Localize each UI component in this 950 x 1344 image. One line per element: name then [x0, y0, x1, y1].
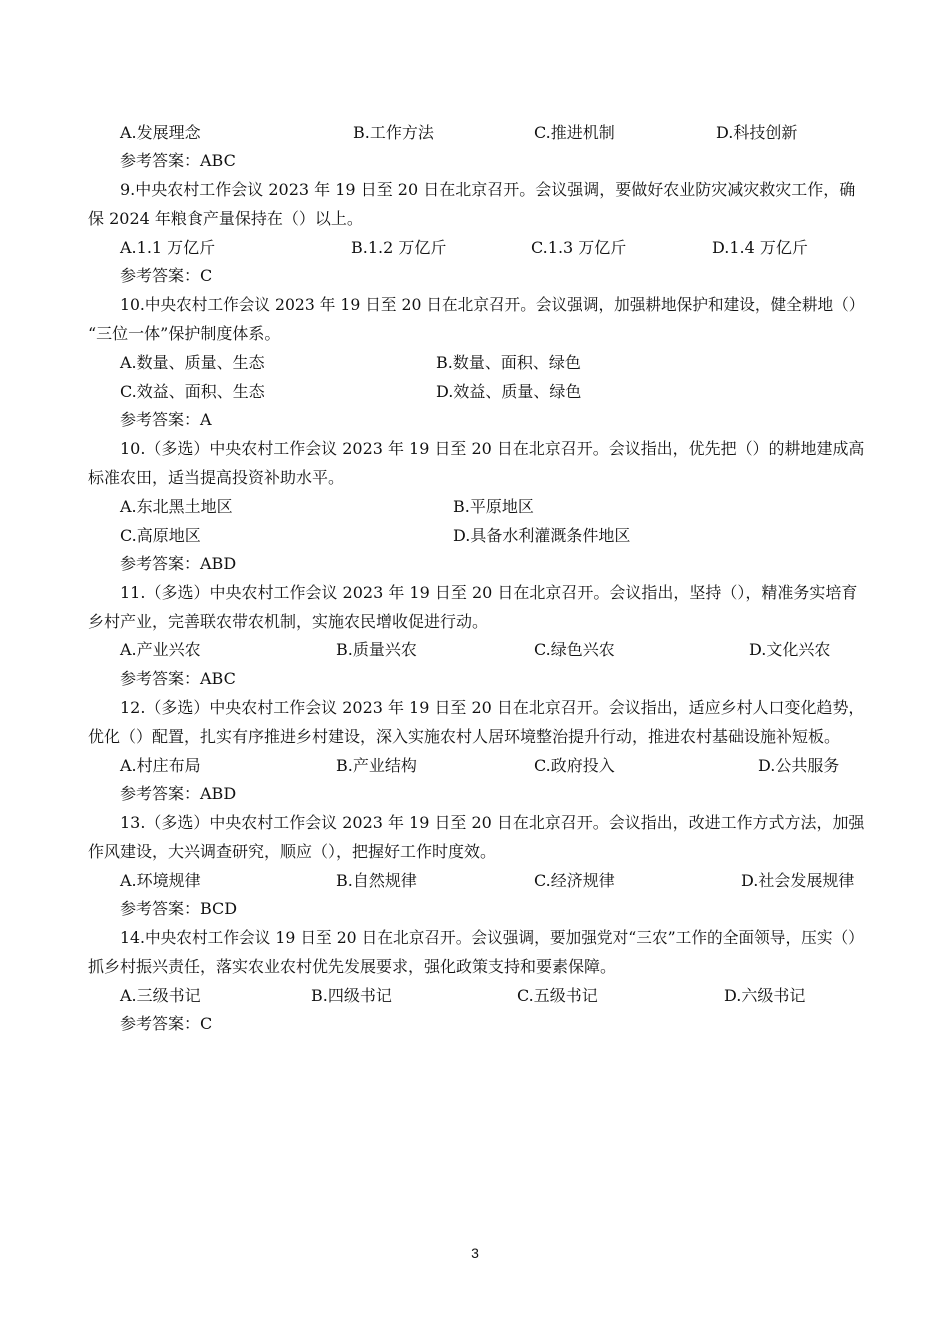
option-c: C.效益、面积、生态 — [120, 382, 265, 401]
question-text: 乡村产业，完善联农带农机制，实施农民增收促进行动。 — [88, 612, 489, 631]
option-a: A.村庄布局 — [120, 756, 201, 775]
option-a: A.1.1 万亿斤 — [120, 238, 216, 257]
option-a: A.数量、质量、生态 — [120, 353, 265, 372]
question-text: 作风建设，大兴调查研究，顺应（），把握好工作时度效。 — [88, 842, 497, 861]
question-text: 12.（多选）中央农村工作会议 2023 年 19 日至 20 日在北京召开。会议指出，适应乡村人口变化趋势， — [120, 698, 865, 717]
option-b: B.自然规律 — [336, 871, 417, 890]
question-text: 10.中央农村工作会议 2023 年 19 日至 20 日在北京召开。会议强调，加强耕地保护和建设，健全耕地（） — [120, 295, 865, 314]
option-c: C.五级书记 — [517, 986, 598, 1005]
option-d: D.公共服务 — [758, 756, 840, 775]
answer: 参考答案：ABC — [120, 669, 236, 688]
question-text: “三位一体”保护制度体系。 — [88, 324, 281, 343]
option-d: D.社会发展规律 — [741, 871, 855, 890]
option-b: B.1.2 万亿斤 — [351, 238, 447, 257]
option-c: C.推进机制 — [534, 123, 615, 142]
question-text: 11.（多选）中央农村工作会议 2023 年 19 日至 20 日在北京召开。会议指出，坚持（），精准务实培育 — [120, 583, 858, 602]
answer: 参考答案：ABD — [120, 554, 237, 573]
option-b: B.四级书记 — [311, 986, 392, 1005]
option-d: D.文化兴农 — [749, 640, 831, 659]
answer: 参考答案：ABD — [120, 784, 237, 803]
question-text: 10.（多选）中央农村工作会议 2023 年 19 日至 20 日在北京召开。会议指出，优先把（）的耕地建成高 — [120, 439, 865, 458]
answer: 参考答案：C — [120, 266, 213, 285]
question-text: 优化（）配置，扎实有序推进乡村建设，深入实施农村人居环境整治提升行动，推进农村基础设施补短板。 — [88, 727, 841, 746]
option-b: B.产业结构 — [336, 756, 417, 775]
answer: 参考答案：ABC — [120, 151, 236, 170]
option-b: B.平原地区 — [453, 497, 534, 516]
question-text: 13.（多选）中央农村工作会议 2023 年 19 日至 20 日在北京召开。会议指出，改进工作方式方法，加强 — [120, 813, 865, 832]
question-text: 标准农田，适当提高投资补助水平。 — [88, 468, 345, 487]
answer: 参考答案：A — [120, 410, 212, 429]
page-number: 3 — [471, 1245, 479, 1261]
option-c: C.高原地区 — [120, 526, 201, 545]
option-b: B.工作方法 — [353, 123, 434, 142]
answer: 参考答案：C — [120, 1014, 213, 1033]
option-c: C.1.3 万亿斤 — [531, 238, 627, 257]
question-text: 抓乡村振兴责任，落实农业农村优先发展要求，强化政策支持和要素保障。 — [88, 957, 617, 976]
option-d: D.科技创新 — [716, 123, 798, 142]
question-text: 9.中央农村工作会议 2023 年 19 日至 20 日在北京召开。会议强调，要做好农业防灾减灾救灾工作，确 — [120, 180, 856, 199]
option-d: D.效益、质量、绿色 — [436, 382, 582, 401]
option-b: B.数量、面积、绿色 — [436, 353, 581, 372]
option-a: A.三级书记 — [120, 986, 201, 1005]
question-text: 14.中央农村工作会议 19 日至 20 日在北京召开。会议强调，要加强党对“三农”工作的全面领导，压实（） — [120, 928, 864, 947]
option-a: A.东北黑土地区 — [120, 497, 233, 516]
option-d: D.六级书记 — [724, 986, 806, 1005]
option-c: C.政府投入 — [534, 756, 615, 775]
option-a: A.发展理念 — [120, 123, 201, 142]
answer: 参考答案：BCD — [120, 899, 238, 918]
option-d: D.1.4 万亿斤 — [712, 238, 808, 257]
option-c: C.绿色兴农 — [534, 640, 615, 659]
option-b: B.质量兴农 — [336, 640, 417, 659]
question-text: 保 2024 年粮食产量保持在（）以上。 — [88, 209, 363, 228]
option-a: A.环境规律 — [120, 871, 201, 890]
option-a: A.产业兴农 — [120, 640, 201, 659]
option-d: D.具备水利灌溉条件地区 — [453, 526, 631, 545]
option-c: C.经济规律 — [534, 871, 615, 890]
